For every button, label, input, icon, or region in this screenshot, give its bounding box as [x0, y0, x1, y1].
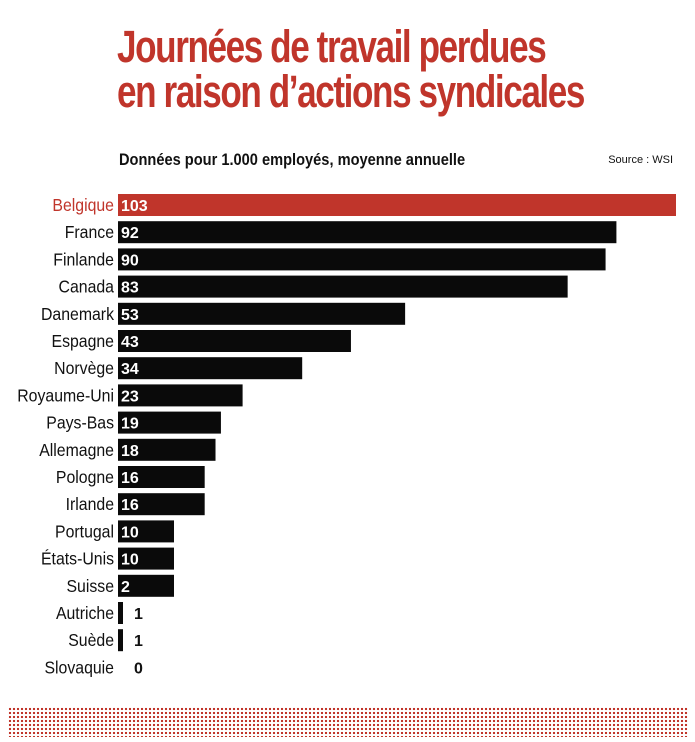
value-label: 1 [134, 606, 143, 623]
bar [118, 357, 302, 379]
value-label: 34 [121, 361, 139, 379]
category-label: Pays-Bas [46, 412, 114, 433]
category-label: Royaume-Uni [17, 385, 114, 406]
value-label: 92 [121, 225, 139, 243]
category-label: Suède [68, 630, 114, 651]
category-label: Espagne [51, 331, 114, 352]
category-label: Norvège [54, 358, 114, 379]
value-label: 90 [121, 252, 139, 270]
category-label: Suisse [66, 575, 114, 597]
category-label: Portugal [55, 521, 114, 542]
value-label: 1 [134, 633, 143, 651]
bar [118, 629, 123, 651]
category-label: États-Unis [41, 548, 114, 569]
value-label: 18 [121, 442, 139, 460]
value-label: 83 [121, 279, 139, 297]
value-label: 10 [121, 524, 139, 542]
value-label: 10 [121, 551, 139, 569]
bar [118, 276, 568, 298]
category-label: Irlande [65, 494, 114, 515]
source-note: Source : WSI [608, 154, 673, 166]
value-label: 53 [121, 306, 139, 324]
bar [118, 602, 123, 624]
value-label: 43 [121, 334, 139, 351]
bar [118, 248, 606, 270]
category-label: Finlande [53, 249, 114, 270]
category-label: France [64, 222, 114, 243]
bar [118, 330, 351, 352]
category-label: Danemark [40, 303, 114, 325]
category-label: Autriche [55, 603, 114, 624]
value-label: 19 [121, 415, 139, 433]
title-line-2: en raison d’actions syndicales [117, 66, 585, 117]
bar [118, 221, 616, 243]
category-label: Allemagne [39, 439, 114, 461]
bar [118, 194, 676, 216]
decorative-dot-band [8, 707, 688, 737]
category-label: Slovaquie [44, 657, 114, 678]
title-line-1: Journées de travail perdues [117, 21, 546, 72]
category-label: Belgique [52, 195, 114, 216]
value-label: 103 [121, 198, 148, 215]
value-label: 23 [121, 388, 139, 406]
category-label: Canada [58, 276, 114, 297]
chart-subtitle: Données pour 1.000 employés, moyenne annuelle [119, 150, 466, 169]
value-label: 0 [134, 660, 143, 678]
value-label: 16 [121, 497, 139, 515]
value-label: 2 [121, 578, 130, 596]
value-label: 16 [121, 470, 139, 487]
bar [118, 303, 405, 325]
category-label: Pologne [55, 467, 114, 488]
